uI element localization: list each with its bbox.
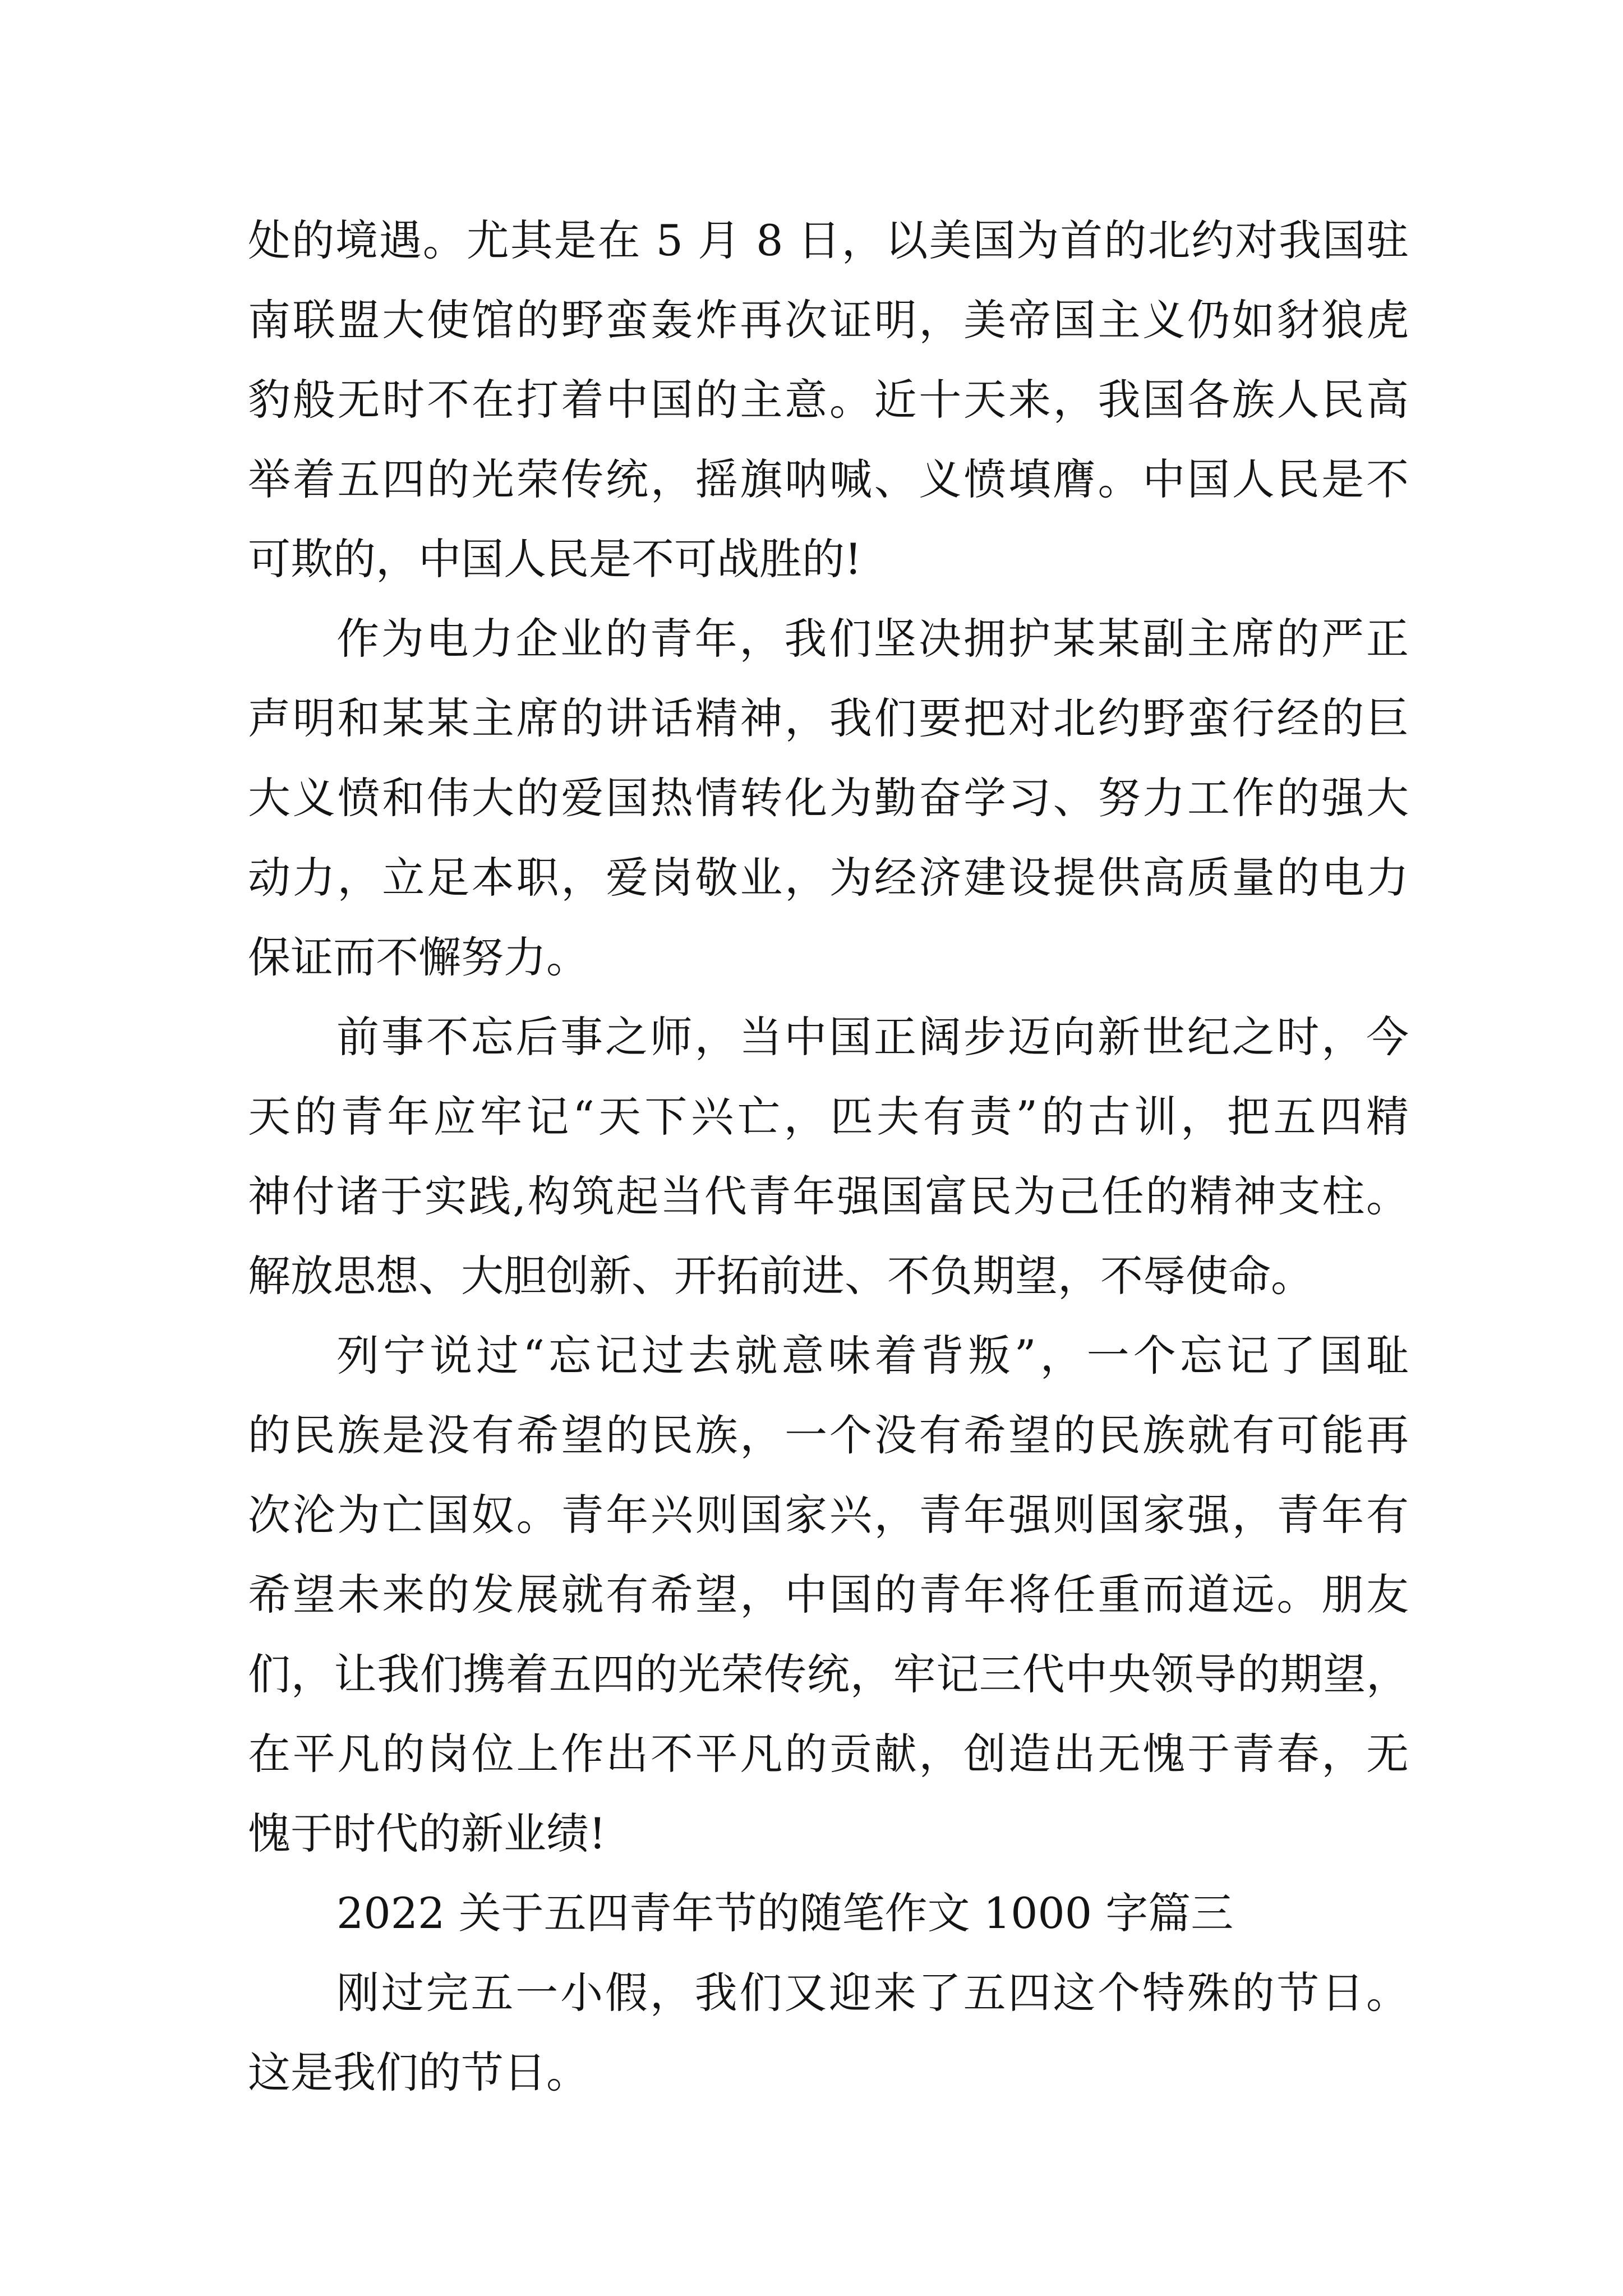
document-body (248, 201, 1409, 2113)
text-line: 动力，立足本职，爱岗敬业，为经济建设提供高质量的电力 (248, 853, 1409, 903)
text-line: 可欺的，中国人民是不可战胜的! (248, 534, 862, 584)
paragraph (248, 201, 1409, 599)
text-line: 前事不忘后事之师，当中国正阔步迈向新世纪之时，今 (336, 1012, 1409, 1062)
text-line: 刚过完五一小假，我们又迎来了五四这个特殊的节日。 (336, 1968, 1409, 2018)
text-line: 天的青年应牢记“天下兴亡，匹夫有责”的古训，把五四精 (248, 1092, 1409, 1142)
text-line: 次沦为亡国奴。青年兴则国家兴，青年强则国家强，青年有 (248, 1490, 1409, 1540)
paragraph (248, 599, 1409, 997)
text-line: 愧于时代的新业绩! (248, 1809, 606, 1858)
text-line: 豹般无时不在打着中国的主意。近十天来，我国各族人民高 (248, 375, 1409, 425)
text-line: 列宁说过“忘记过去就意味着背叛”，一个忘记了国耻 (336, 1331, 1409, 1381)
text-line: 的民族是没有希望的民族，一个没有希望的民族就有可能再 (248, 1410, 1409, 1460)
text-line: 希望未来的发展就有希望，中国的青年将任重而道远。朋友 (248, 1570, 1409, 1619)
text-line: 大义愤和伟大的爱国热情转化为勤奋学习、努力工作的强大 (248, 773, 1409, 823)
text-line: 处的境遇。尤其是在 5 月 8 日，以美国为首的北约对我国驻 (248, 215, 1409, 265)
text-line: 作为电力企业的青年，我们坚决拥护某某副主席的严正 (336, 614, 1409, 664)
text-line: 南联盟大使馆的野蛮轰炸再次证明，美帝国主义仍如豺狼虎 (248, 295, 1409, 345)
text-line: 这是我们的节日。 (248, 2047, 589, 2097)
text-line: 举着五四的光荣传统，摇旗呐喊、义愤填膺。中国人民是不 (248, 454, 1409, 504)
text-line: 保证而不懈努力。 (248, 932, 589, 982)
text-line: 神付诸于实践,构筑起当代青年强国富民为己任的精神支柱。 (248, 1171, 1409, 1221)
paragraph (248, 1316, 1409, 1874)
text-line: 在平凡的岗位上作出不平凡的贡献，创造出无愧于青春，无 (248, 1729, 1409, 1779)
paragraph (248, 1953, 1409, 2113)
text-line: 声明和某某主席的讲话精神，我们要把对北约野蛮行经的巨 (248, 693, 1409, 743)
text-line: 解放思想、大胆创新、开拓前进、不负期望，不辱使命。 (248, 1251, 1313, 1301)
section-title: 2022 关于五四青年节的随笔作文 1000 字篇三 (336, 1888, 1234, 1938)
text-line: 们，让我们携着五四的光荣传统，牢记三代中央领导的期望， (248, 1649, 1409, 1699)
paragraph (248, 997, 1409, 1316)
